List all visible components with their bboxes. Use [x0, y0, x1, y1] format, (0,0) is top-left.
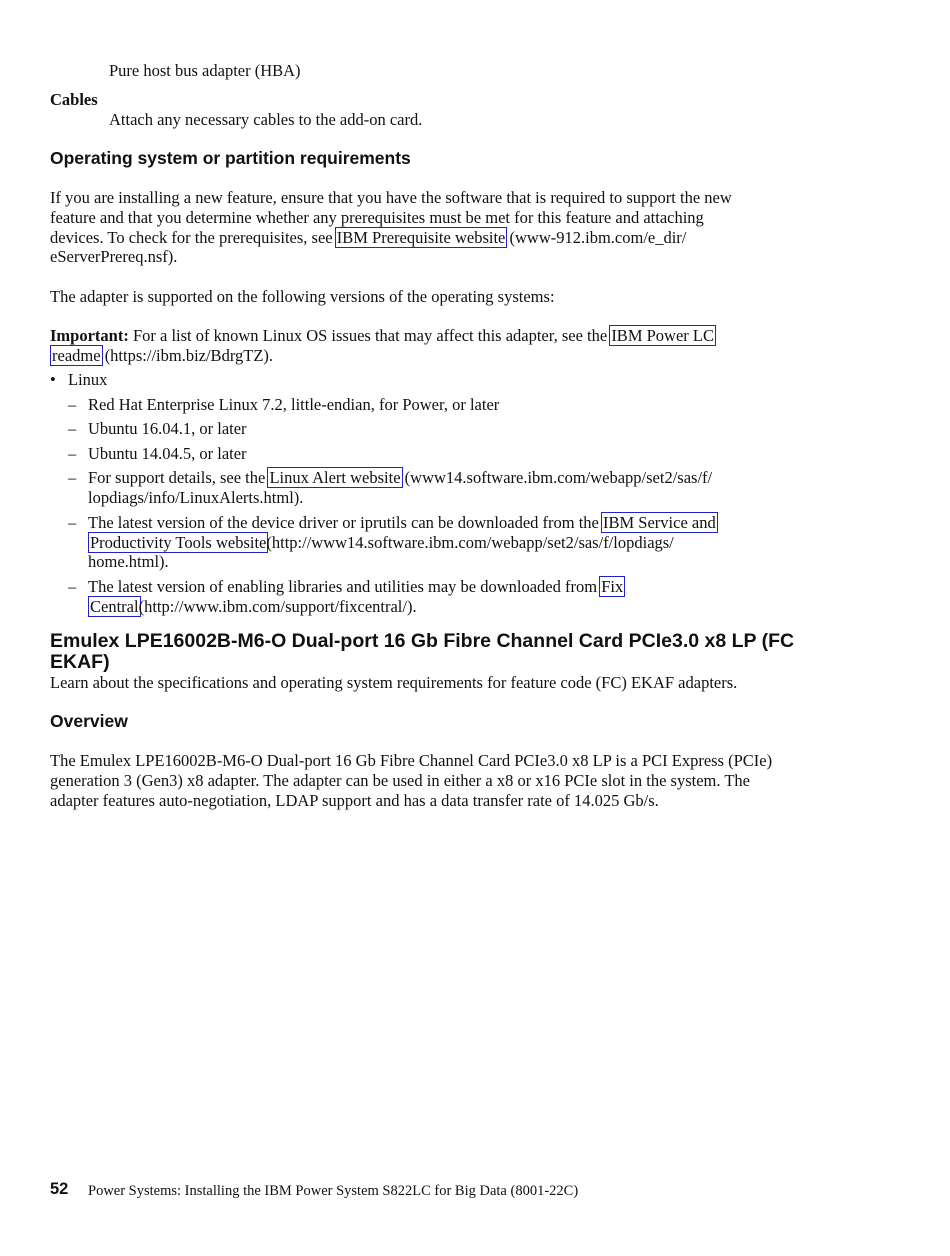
- dash-marker: –: [68, 577, 77, 596]
- overview-line3: adapter features auto-negotiation, LDAP support and has a data transfer rate of 14.025 Gb/s.: [50, 791, 659, 810]
- os-para1-line4: eServerPrereq.nsf).: [50, 247, 178, 266]
- os-para2: The adapter is supported on the following versions of the operating systems:: [50, 287, 555, 306]
- service-tools-link-part2[interactable]: Productivity Tools website: [90, 533, 267, 552]
- os-requirements-heading: Operating system or partition requirements: [50, 148, 411, 168]
- important-post: (https://ibm.biz/BdrgTZ).: [100, 346, 274, 365]
- prerequisite-website-link[interactable]: IBM Prerequisite website: [336, 228, 506, 247]
- emulex-intro: Learn about the specifications and operating system requirements for feature code (FC) EKAF adapters.: [50, 673, 738, 692]
- list-item-support-line1: [88, 468, 712, 488]
- dash-marker: –: [68, 419, 77, 438]
- overview-line2: generation 3 (Gen3) x8 adapter. The adapter can be used in either a x8 or x16 PCIe slot in the system. The: [50, 771, 750, 790]
- important-label: Important:: [50, 326, 129, 345]
- linux-alert-website-link[interactable]: Linux Alert website: [269, 468, 401, 487]
- power-lc-readme-link-part2[interactable]: readme: [52, 346, 101, 365]
- list-item-driver-line2: [88, 533, 674, 553]
- dash-marker: –: [68, 513, 77, 532]
- driver-pre: The latest version of the device driver or iprutils can be downloaded from the: [88, 513, 603, 532]
- list-item-ubuntu-14: Ubuntu 14.04.5, or later: [88, 444, 247, 463]
- os-para1-line3-post: (www-912.ibm.com/e_dir/: [505, 228, 687, 247]
- cables-term: Cables: [50, 90, 98, 109]
- dash-marker: –: [68, 468, 77, 487]
- os-para1-line1: If you are installing a new feature, ensure that you have the software that is required to support the new: [50, 188, 732, 207]
- list-item-support-line2: lopdiags/info/LinuxAlerts.html).: [88, 488, 304, 507]
- list-item-driver-line1: [88, 513, 716, 533]
- cables-description: Attach any necessary cables to the add-on card.: [109, 110, 423, 129]
- driver-post: (http://www14.software.ibm.com/webapp/set2/sas/f/lopdiags/: [266, 533, 674, 552]
- list-item-driver-line3: home.html).: [88, 552, 169, 571]
- important-note-line1: [50, 326, 714, 346]
- bullet-linux: Linux: [68, 370, 108, 389]
- hba-line: Pure host bus adapter (HBA): [109, 61, 301, 80]
- overview-heading: Overview: [50, 711, 128, 731]
- support-post: (www14.software.ibm.com/webapp/set2/sas/f/: [400, 468, 713, 487]
- service-tools-link-part1[interactable]: IBM Service and: [603, 513, 716, 532]
- fix-central-link-part1[interactable]: Fix: [601, 577, 624, 596]
- bullet-marker: •: [50, 370, 56, 389]
- fix-central-link-part2[interactable]: Central: [90, 597, 139, 616]
- footer-title: Power Systems: Installing the IBM Power System S822LC for Big Data (8001-22C): [88, 1183, 579, 1199]
- support-pre: For support details, see the: [88, 468, 270, 487]
- dash-marker: –: [68, 444, 77, 463]
- list-item-libraries-line1: [88, 577, 623, 597]
- list-item-ubuntu-16: Ubuntu 16.04.1, or later: [88, 419, 247, 438]
- os-para1-line3: [50, 228, 686, 248]
- libraries-pre: The latest version of enabling libraries and utilities may be downloaded from: [88, 577, 602, 596]
- overview-line1: The Emulex LPE16002B-M6-O Dual-port 16 Gb Fibre Channel Card PCIe3.0 x8 LP is a PCI Express (PCIe): [50, 751, 773, 770]
- list-item-libraries-line2: [88, 597, 417, 617]
- footer-page-number: 52: [50, 1180, 69, 1198]
- libraries-post: (http://www.ibm.com/support/fixcentral/).: [138, 597, 417, 616]
- important-text: For a list of known Linux OS issues that may affect this adapter, see the: [128, 326, 612, 345]
- list-item-rhel: Red Hat Enterprise Linux 7.2, little-endian, for Power, or later: [88, 395, 500, 414]
- emulex-heading-line2: EKAF): [50, 651, 110, 673]
- dash-marker: –: [68, 395, 77, 414]
- emulex-heading-line1: Emulex LPE16002B-M6-O Dual-port 16 Gb Fibre Channel Card PCIe3.0 x8 LP (FC: [50, 630, 795, 652]
- os-para1-line2: feature and that you determine whether any prerequisites must be met for this feature and attaching: [50, 208, 704, 227]
- os-para1-line3-pre: devices. To check for the prerequisites, see: [50, 228, 337, 247]
- power-lc-readme-link-part1[interactable]: IBM Power LC: [611, 326, 714, 345]
- important-note-line2: [50, 346, 273, 366]
